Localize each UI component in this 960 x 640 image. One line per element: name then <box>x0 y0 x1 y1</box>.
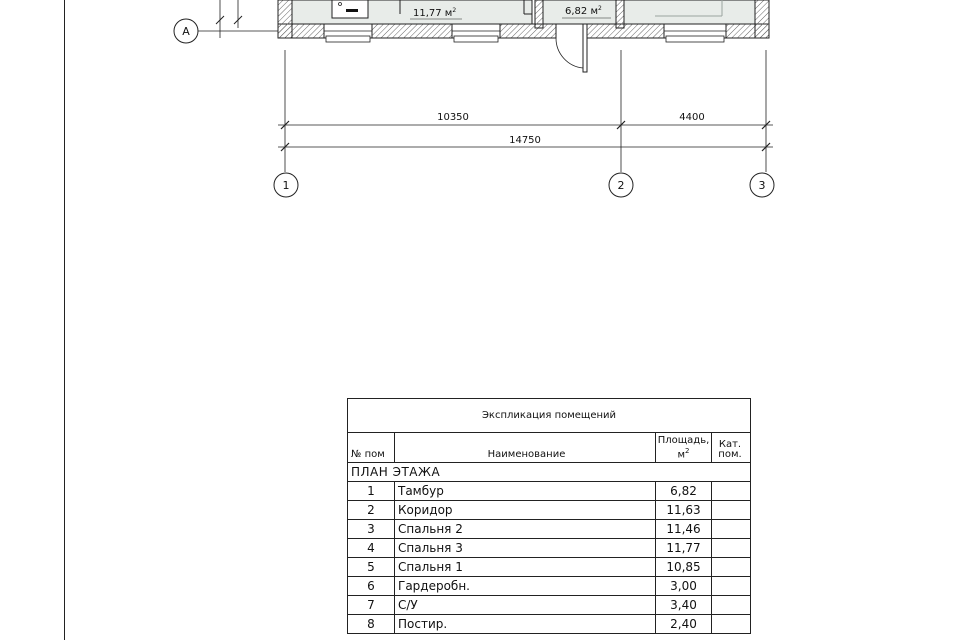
room-name: Тамбур <box>395 482 656 500</box>
dimension-14750: 14750 <box>509 135 541 146</box>
room-area: 6,82 <box>656 482 712 500</box>
table-row <box>348 520 750 539</box>
grid-lines <box>285 50 766 172</box>
room-category <box>712 558 748 576</box>
dimension-4400: 4400 <box>679 112 705 123</box>
room-number: 2 <box>348 501 395 519</box>
axis-3-label: 3 <box>758 179 766 192</box>
room-name: Спальня 1 <box>395 558 656 576</box>
table-row <box>348 501 750 520</box>
dimension-10350: 10350 <box>437 112 469 123</box>
table-row <box>348 539 750 558</box>
table-row <box>348 615 750 634</box>
axis-a-label: A <box>182 25 190 38</box>
rooms <box>292 0 755 24</box>
axis-2-label: 2 <box>617 179 625 192</box>
header-num: № пом <box>348 433 395 462</box>
room-area: 10,85 <box>656 558 712 576</box>
room-area: 3,00 <box>656 577 712 595</box>
room-category <box>712 596 748 614</box>
explication-header-row <box>348 433 750 463</box>
room-area: 2,40 <box>656 615 712 633</box>
table-row <box>348 596 750 615</box>
table-row <box>348 558 750 577</box>
room-number: 8 <box>348 615 395 633</box>
room-area: 11,77 <box>656 539 712 557</box>
room-number: 4 <box>348 539 395 557</box>
axis-1-label: 1 <box>282 179 290 192</box>
room-number: 1 <box>348 482 395 500</box>
room-name: Спальня 3 <box>395 539 656 557</box>
axis-1-marker <box>274 173 298 197</box>
header-name: Наименование <box>395 433 656 462</box>
room-category <box>712 577 748 595</box>
explication-title: Экспликация помещений <box>348 399 750 433</box>
room-right <box>624 0 755 24</box>
room-category <box>712 615 748 633</box>
room-left <box>292 0 532 24</box>
room-area: 3,40 <box>656 596 712 614</box>
room-name: Гардеробн. <box>395 577 656 595</box>
entrance-door <box>556 24 587 72</box>
room-number: 3 <box>348 520 395 538</box>
axis-3-marker <box>750 173 774 197</box>
room-number: 6 <box>348 577 395 595</box>
explication-table <box>347 398 751 634</box>
table-row <box>348 482 750 501</box>
room-name: Коридор <box>395 501 656 519</box>
room-category <box>712 539 748 557</box>
header-category: Кат. пом. <box>718 439 742 460</box>
room-number: 7 <box>348 596 395 614</box>
axis-a-marker <box>174 0 278 43</box>
room-name: Спальня 2 <box>395 520 656 538</box>
room-area-label-1: 11,77 $м^2$ <box>413 7 457 19</box>
axis-2-marker <box>609 173 633 197</box>
room-area-label-2: 6,82 $м^2$ <box>565 5 602 17</box>
room-area: 11,46 <box>656 520 712 538</box>
explication-section-row: ПЛАН ЭТАЖА <box>348 463 750 482</box>
room-category <box>712 520 748 538</box>
room-area: 11,63 <box>656 501 712 519</box>
room-number: 5 <box>348 558 395 576</box>
room-category <box>712 482 748 500</box>
room-category <box>712 501 748 519</box>
room-name: Постир. <box>395 615 656 633</box>
room-name: С/У <box>395 596 656 614</box>
table-row <box>348 577 750 596</box>
header-area: Площадь, $м^2$ <box>656 433 712 462</box>
